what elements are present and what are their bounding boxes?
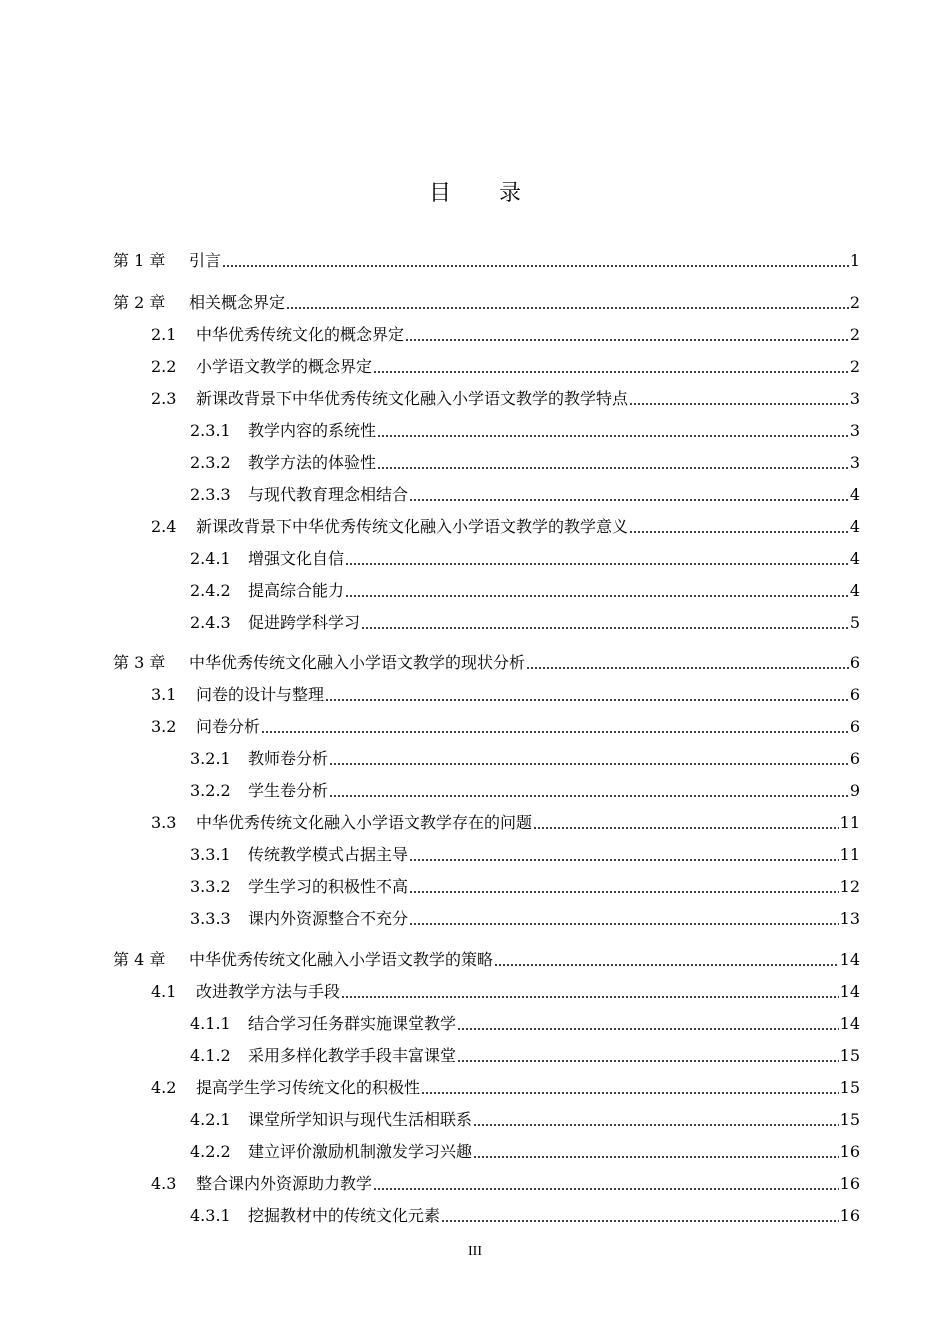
toc-entry-number: 3.2 (151, 717, 177, 736)
toc-entry[interactable] (151, 386, 860, 410)
toc-entry-page: 14 (839, 982, 860, 1001)
toc-entry[interactable] (190, 746, 860, 770)
toc-entry[interactable] (190, 450, 860, 474)
toc-entry-number: 3.3.2 (190, 877, 231, 896)
toc-entry-page: 16 (839, 1174, 860, 1193)
toc-entry-number: 第 1 章 (113, 251, 166, 270)
toc-entry-title: 问卷的设计与整理 (196, 685, 325, 704)
toc-entry-page: 15 (839, 1110, 860, 1129)
toc-entry-number: 第 4 章 (113, 950, 166, 969)
toc-entry[interactable] (190, 1203, 860, 1227)
toc-dot-leader (329, 795, 849, 797)
toc-entry-number: 4.1.2 (190, 1046, 231, 1065)
toc-entry-title: 提高综合能力 (248, 581, 345, 600)
toc-entry-title: 学生卷分析 (248, 781, 329, 800)
toc-entry[interactable] (190, 418, 860, 442)
toc-dot-leader (409, 859, 839, 861)
toc-entry-page: 12 (839, 877, 860, 896)
toc-entry-number: 3.3 (151, 813, 177, 832)
toc-entry-page: 16 (839, 1142, 860, 1161)
toc-dot-leader (373, 371, 849, 373)
toc-entry-number: 4.2 (151, 1078, 177, 1097)
toc-entry[interactable] (151, 1075, 860, 1099)
toc-entry-page: 6 (849, 653, 860, 672)
toc-entry-number: 4.3 (151, 1174, 177, 1193)
toc-entry-number: 3.3.1 (190, 845, 231, 864)
toc-dot-leader (473, 1124, 839, 1126)
toc-entry[interactable] (151, 354, 860, 378)
toc-dot-leader (345, 595, 849, 597)
toc-entry[interactable] (190, 1107, 860, 1131)
toc-entry[interactable] (113, 290, 860, 314)
toc-entry-title: 增强文化自信 (248, 549, 345, 568)
toc-entry-page: 15 (839, 1046, 860, 1065)
toc-entry-number: 4.2.1 (190, 1110, 231, 1129)
toc-dot-leader (441, 1220, 839, 1222)
toc-dot-leader (377, 467, 849, 469)
toc-entry-number: 3.1 (151, 685, 177, 704)
toc-entry-page: 2 (849, 357, 860, 376)
toc-dot-leader (377, 435, 849, 437)
toc-dot-leader (409, 499, 849, 501)
toc-entry-page: 2 (849, 325, 860, 344)
toc-entry-title: 教师卷分析 (248, 749, 329, 768)
toc-dot-leader (409, 891, 839, 893)
toc-entry[interactable] (151, 514, 860, 538)
toc-entry[interactable] (151, 979, 860, 1003)
toc-entry-title: 改进教学方法与手段 (196, 982, 341, 1001)
toc-entry-number: 第 3 章 (113, 653, 166, 672)
toc-entry-title: 课内外资源整合不充分 (248, 909, 409, 928)
toc-entry[interactable] (190, 906, 860, 930)
toc-entry[interactable] (151, 714, 860, 738)
toc-dot-leader (345, 563, 849, 565)
toc-entry[interactable] (190, 1043, 860, 1067)
toc-entry-title: 新课改背景下中华优秀传统文化融入小学语文教学的教学意义 (196, 517, 629, 536)
toc-entry[interactable] (190, 1011, 860, 1035)
toc-entry[interactable] (151, 810, 860, 834)
toc-entry-page: 5 (849, 613, 860, 632)
toc-entry-title: 传统教学模式占据主导 (248, 845, 409, 864)
toc-entry-title: 小学语文教学的概念界定 (196, 357, 373, 376)
toc-entry-page: 16 (839, 1206, 860, 1225)
toc-entry-number: 2.1 (151, 325, 177, 344)
toc-entry-title: 问卷分析 (196, 717, 261, 736)
toc-entry-page: 14 (839, 950, 860, 969)
toc-entry-page: 11 (839, 845, 860, 864)
toc-entry-number: 3.2.1 (190, 749, 231, 768)
toc-dot-leader (494, 964, 839, 966)
toc-entry-title: 提高学生学习传统文化的积极性 (196, 1078, 421, 1097)
toc-entry-title: 教学方法的体验性 (248, 453, 377, 472)
toc-entry-page: 15 (839, 1078, 860, 1097)
toc-entry[interactable] (151, 1171, 860, 1195)
toc-entry-number: 2.3.1 (190, 421, 231, 440)
toc-entry-title: 整合课内外资源助力教学 (196, 1174, 373, 1193)
toc-entry-page: 6 (849, 717, 860, 736)
toc-entry-title: 课堂所学知识与现代生活相联系 (248, 1110, 473, 1129)
toc-entry-page: 6 (849, 685, 860, 704)
toc-entry-number: 2.3.2 (190, 453, 231, 472)
toc-entry-number: 4.1 (151, 982, 177, 1001)
toc-entry-title: 相关概念界定 (189, 293, 286, 312)
toc-entry[interactable] (113, 248, 860, 272)
toc-dot-leader (341, 996, 839, 998)
toc-entry-page: 11 (839, 813, 860, 832)
toc-entry-number: 4.2.2 (190, 1142, 231, 1161)
toc-dot-leader (405, 339, 849, 341)
toc-entry[interactable] (190, 1139, 860, 1163)
toc-entry-title: 新课改背景下中华优秀传统文化融入小学语文教学的教学特点 (196, 389, 629, 408)
toc-entry-page: 4 (849, 581, 860, 600)
toc-dot-leader (457, 1028, 839, 1030)
toc-entry-title: 中华优秀传统文化融入小学语文教学的现状分析 (189, 653, 526, 672)
toc-entry-title: 采用多样化教学手段丰富课堂 (248, 1046, 457, 1065)
toc-dot-leader (473, 1156, 839, 1158)
toc-entry-page: 2 (849, 293, 860, 312)
toc-entry-number: 2.4.2 (190, 581, 231, 600)
toc-entry-title: 挖掘教材中的传统文化元素 (248, 1206, 441, 1225)
toc-entry-title: 引言 (189, 251, 222, 270)
toc-entry[interactable] (190, 482, 860, 506)
toc-entry-title: 学生学习的积极性不高 (248, 877, 409, 896)
toc-entry[interactable] (190, 546, 860, 570)
toc-entry-number: 3.3.3 (190, 909, 231, 928)
toc-entry-page: 4 (849, 485, 860, 504)
toc-dot-leader (222, 265, 849, 267)
toc-entry[interactable] (113, 650, 860, 674)
toc-entry-page: 3 (849, 389, 860, 408)
toc-entry[interactable] (151, 322, 860, 346)
toc-dot-leader (629, 403, 849, 405)
toc-dot-leader (629, 531, 849, 533)
toc-entry-title: 与现代教育理念相结合 (248, 485, 409, 504)
toc-entry-title: 中华优秀传统文化融入小学语文教学存在的问题 (196, 813, 533, 832)
toc-dot-leader (286, 307, 849, 309)
toc-entry-title: 教学内容的系统性 (248, 421, 377, 440)
toc-entry-number: 第 2 章 (113, 293, 166, 312)
toc-entry-number: 4.3.1 (190, 1206, 231, 1225)
toc-dot-leader (409, 923, 839, 925)
toc-entry[interactable] (190, 778, 860, 802)
toc-entry-title: 中华优秀传统文化的概念界定 (196, 325, 405, 344)
toc-entry[interactable] (113, 947, 860, 971)
toc-entry-number: 2.3 (151, 389, 177, 408)
toc-entry-page: 14 (839, 1014, 860, 1033)
toc-dot-leader (261, 731, 849, 733)
toc-entry[interactable] (190, 874, 860, 898)
toc-entry-page: 13 (839, 909, 860, 928)
toc-entry-page: 3 (849, 421, 860, 440)
toc-entry[interactable] (190, 610, 860, 634)
toc-entry-page: 1 (849, 251, 860, 270)
toc-entry-number: 2.4 (151, 517, 177, 536)
toc-entry-title: 建立评价激励机制激发学习兴趣 (248, 1142, 473, 1161)
toc-dot-leader (457, 1060, 839, 1062)
toc-entry-title: 结合学习任务群实施课堂教学 (248, 1014, 457, 1033)
toc-dot-leader (526, 667, 849, 669)
page-title: 目录 (428, 181, 569, 206)
toc-entry-page: 6 (849, 749, 860, 768)
toc-entry-page: 4 (849, 549, 860, 568)
toc-entry[interactable] (190, 578, 860, 602)
toc-entry[interactable] (190, 842, 860, 866)
toc-entry-number: 2.3.3 (190, 485, 231, 504)
toc-entry-page: 3 (849, 453, 860, 472)
toc-dot-leader (361, 627, 849, 629)
toc-dot-leader (421, 1092, 839, 1094)
toc-dot-leader (329, 763, 849, 765)
toc-dot-leader (533, 827, 839, 829)
toc-entry-number: 2.2 (151, 357, 177, 376)
toc-entry-title: 中华优秀传统文化融入小学语文教学的策略 (189, 950, 494, 969)
toc-dot-leader (373, 1188, 839, 1190)
toc-dot-leader (325, 699, 849, 701)
toc-entry-title: 促进跨学科学习 (248, 613, 361, 632)
toc-entry-number: 2.4.1 (190, 549, 231, 568)
toc-entry-page: 4 (849, 517, 860, 536)
page-number: III (468, 1244, 482, 1259)
toc-entry-number: 2.4.3 (190, 613, 231, 632)
toc-entry-number: 3.2.2 (190, 781, 231, 800)
toc-entry[interactable] (151, 682, 860, 706)
toc-entry-page: 9 (849, 781, 860, 800)
toc-entry-number: 4.1.1 (190, 1014, 231, 1033)
